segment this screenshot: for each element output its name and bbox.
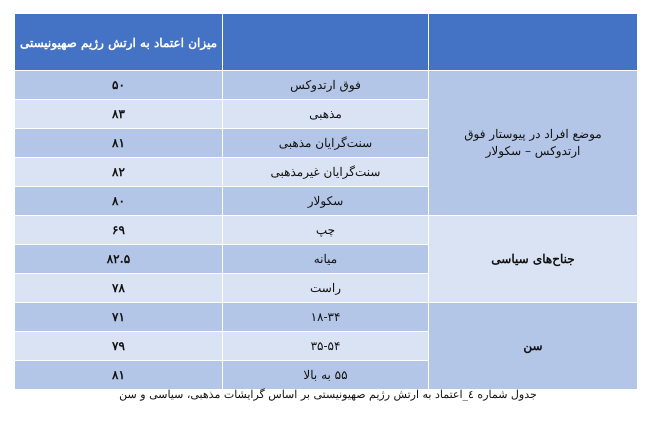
header-value-cell bbox=[15, 14, 223, 71]
group-cell-religiosity: موضع افراد در پیوستار فوق ارتدوکس – سکولار bbox=[429, 71, 638, 216]
label-cell: میانه bbox=[223, 245, 429, 274]
value-cell: ۸۲.۵ bbox=[15, 245, 223, 274]
header-value-title: میزان اعتماد به ارتش رژیم صهیونیستی bbox=[19, 36, 218, 50]
value-cell: ۸۱ bbox=[15, 129, 223, 158]
label-cell: مذهبی bbox=[223, 100, 429, 129]
label-cell: راست bbox=[223, 274, 429, 303]
table-caption: جدول شماره ٤_اعتماد به ارتش رژیم صهیونیستی بر اساس گرایشات مذهبی، سیاسی و سن bbox=[119, 388, 537, 401]
header-group-cell bbox=[429, 14, 638, 71]
label-cell: ۳۵-۵۴ bbox=[223, 332, 429, 361]
label-cell: سکولار bbox=[223, 187, 429, 216]
value-cell: ۶۹ bbox=[15, 216, 223, 245]
table-header-row bbox=[15, 14, 638, 71]
trust-table bbox=[14, 13, 638, 390]
group-cell-political: جناح‌های سیاسی bbox=[429, 216, 638, 303]
label-cell: ۵۵ به بالا bbox=[223, 361, 429, 390]
value-cell: ۸۲ bbox=[15, 158, 223, 187]
value-cell: ۸۰ bbox=[15, 187, 223, 216]
data-table-container bbox=[14, 13, 637, 390]
value-cell: ۷۹ bbox=[15, 332, 223, 361]
label-cell: ۱۸-۳۴ bbox=[223, 303, 429, 332]
label-cell: چپ bbox=[223, 216, 429, 245]
label-cell: سنت‌گرایان مذهبی bbox=[223, 129, 429, 158]
value-cell: ۸۳ bbox=[15, 100, 223, 129]
header-label-cell bbox=[223, 14, 429, 71]
table-row bbox=[15, 303, 638, 332]
value-cell: ۸۱ bbox=[15, 361, 223, 390]
value-cell: ۷۱ bbox=[15, 303, 223, 332]
label-cell: سنت‌گرایان غیرمذهبی bbox=[223, 158, 429, 187]
group-cell-age: سن bbox=[429, 303, 638, 390]
value-cell: ۷۸ bbox=[15, 274, 223, 303]
table-row bbox=[15, 71, 638, 100]
value-cell: ۵۰ bbox=[15, 71, 223, 100]
label-cell: فوق ارتدوکس bbox=[223, 71, 429, 100]
table-row bbox=[15, 216, 638, 245]
